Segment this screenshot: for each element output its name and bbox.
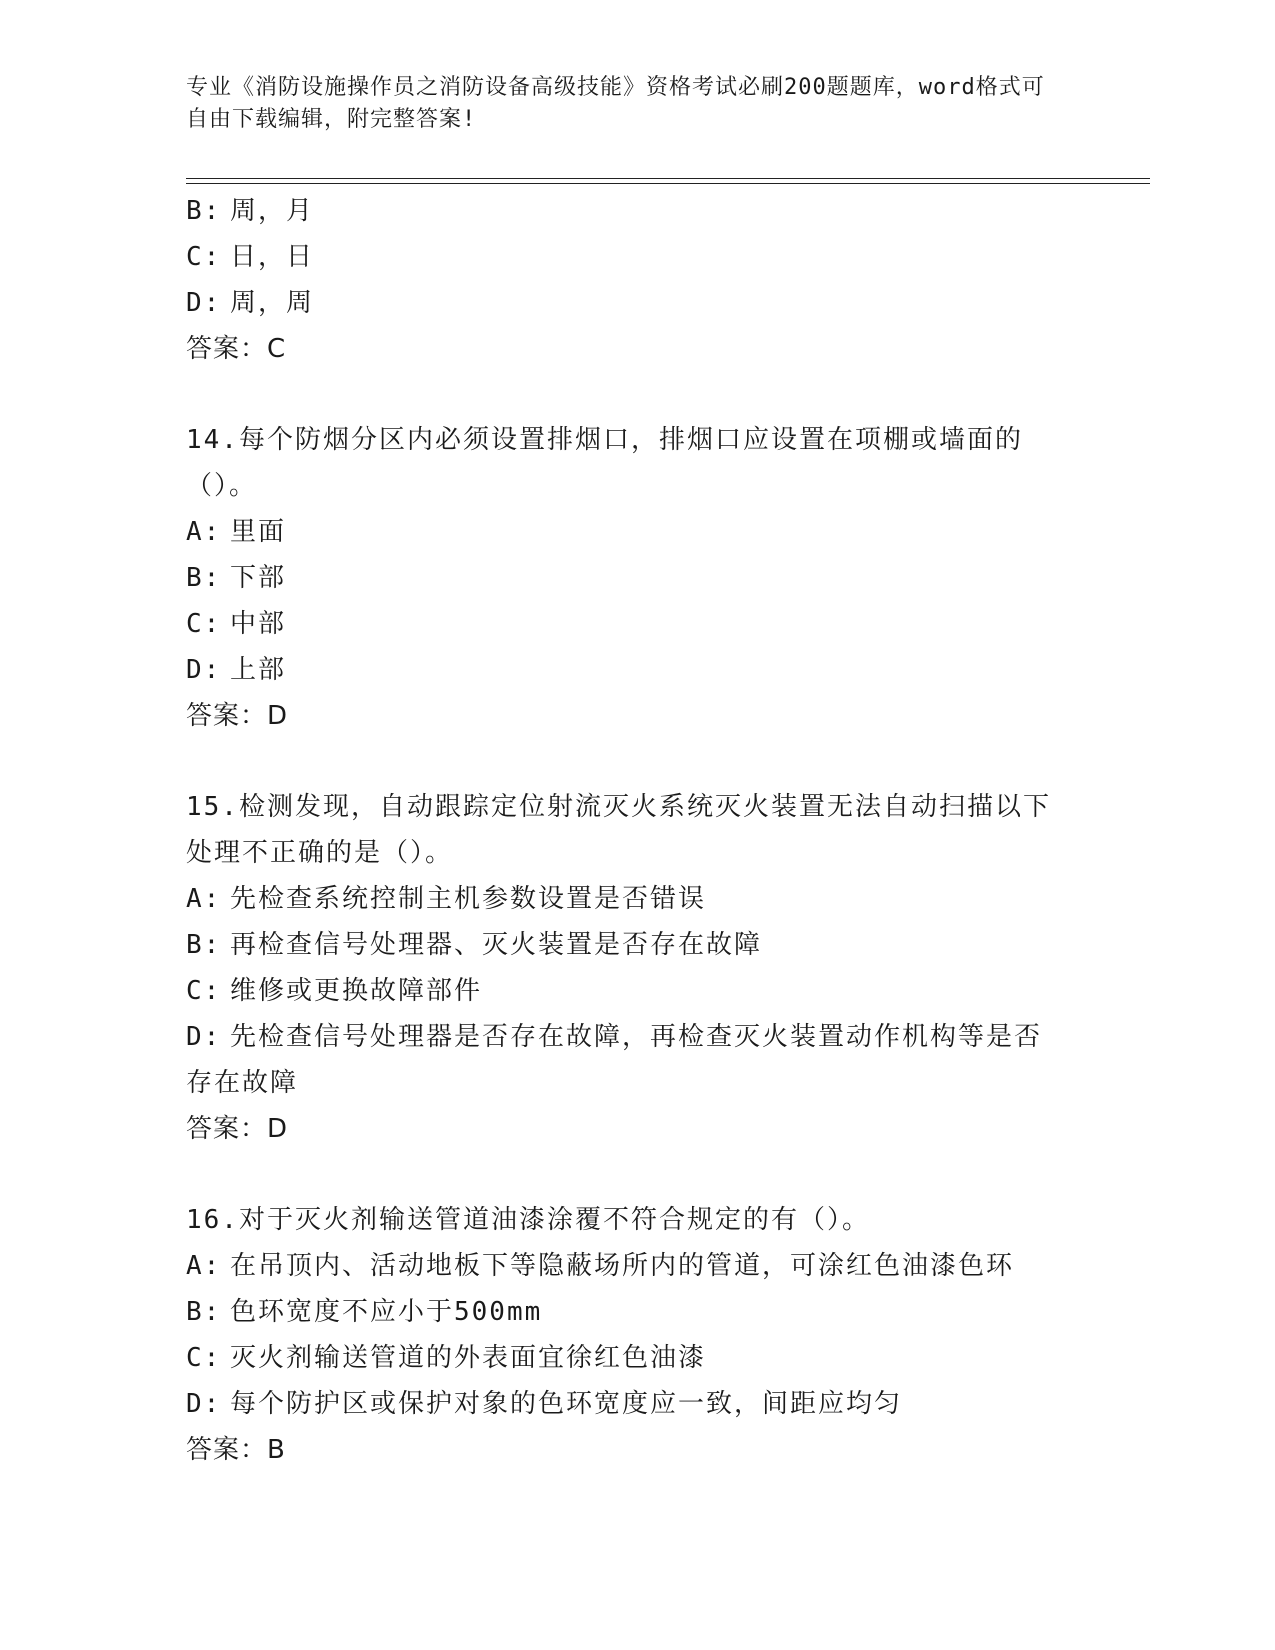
question-stem: 14.每个防烟分区内必须设置排烟口，排烟口应设置在项棚或墙面的（）。 <box>186 425 1023 501</box>
answer-line: 答案：D <box>186 701 289 731</box>
option-a: A: 在吊顶内、活动地板下等隐蔽场所内的管道，可涂红色油漆色环 <box>186 1251 1015 1281</box>
option-c: C: 中部 <box>186 609 287 639</box>
answer-line: 答案：B <box>186 1435 286 1465</box>
option-a: A: 先检查系统控制主机参数设置是否错误 <box>186 884 707 914</box>
option-d: D: 上部 <box>186 655 287 685</box>
question-16 <box>186 1197 1066 1473</box>
question-14 <box>186 417 1066 739</box>
option-d: D: 先检查信号处理器是否存在故障，再检查灭火装置动作机构等是否存在故障 <box>186 1022 1043 1098</box>
answer-line: 答案：D <box>186 1114 289 1144</box>
option-b: B: 周，月 <box>186 196 315 226</box>
header-divider-double <box>186 183 1150 184</box>
option-c: C: 日，日 <box>186 242 315 272</box>
option-a: A: 里面 <box>186 517 287 547</box>
option-b: B: 再检查信号处理器、灭火装置是否存在故障 <box>186 930 763 960</box>
option-d: D: 每个防护区或保护对象的色环宽度应一致，间距应均匀 <box>186 1389 903 1419</box>
answer-line: 答案：C <box>186 334 287 364</box>
question-stem: 15.检测发现，自动跟踪定位射流灭火系统灭火装置无法自动扫描以下处理不正确的是（）。 <box>186 792 1051 868</box>
option-b: B: 下部 <box>186 563 287 593</box>
question-stem: 16.对于灭火剂输送管道油漆涂覆不符合规定的有（）。 <box>186 1205 870 1235</box>
option-b: B: 色环宽度不应小于500mm <box>186 1297 543 1327</box>
document-body <box>186 188 1066 1473</box>
option-c: C: 灭火剂输送管道的外表面宜徐红色油漆 <box>186 1343 707 1373</box>
option-c: C: 维修或更换故障部件 <box>186 976 483 1006</box>
document-header: 专业《消防设施操作员之消防设备高级技能》资格考试必刷200题题库，word格式可自由下载编辑，附完整答案! <box>186 75 1045 132</box>
header-divider <box>186 178 1150 179</box>
option-d: D: 周，周 <box>186 288 315 318</box>
question-15 <box>186 784 1066 1152</box>
question-13-tail <box>186 188 1066 372</box>
